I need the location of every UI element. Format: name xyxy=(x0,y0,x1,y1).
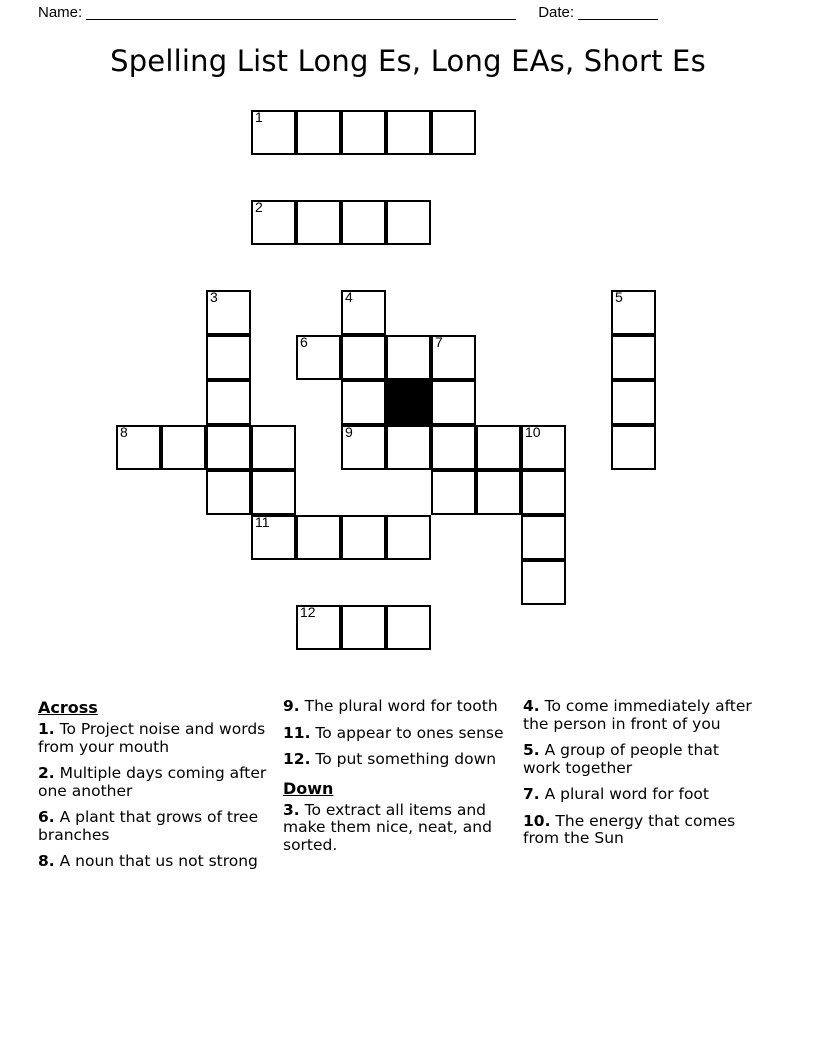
grid-cell[interactable] xyxy=(611,290,656,335)
grid-cell-number: 11 xyxy=(255,514,270,530)
clue-text: To Project noise and words from your mouth xyxy=(38,720,266,756)
grid-cell[interactable] xyxy=(386,515,431,560)
grid-cell-number: 6 xyxy=(300,334,308,350)
grid-cell-number: 2 xyxy=(255,199,263,215)
grid-cell[interactable] xyxy=(206,335,251,380)
clue-number: 11. xyxy=(283,723,311,742)
name-label: Name: xyxy=(38,4,83,21)
grid-cell[interactable] xyxy=(611,380,656,425)
grid-cell[interactable] xyxy=(251,200,296,245)
clue-number: 8. xyxy=(38,852,55,870)
clue-column-2 xyxy=(283,698,523,880)
grid-cell[interactable] xyxy=(341,335,386,380)
grid-cell[interactable] xyxy=(206,290,251,335)
grid-cell[interactable] xyxy=(296,515,341,560)
grid-cell[interactable] xyxy=(341,425,386,470)
grid-cell[interactable] xyxy=(341,515,386,560)
clue-column-3 xyxy=(523,698,768,880)
grid-cell[interactable] xyxy=(251,470,296,515)
clue-number: 3. xyxy=(283,800,300,819)
grid-cell[interactable] xyxy=(251,425,296,470)
clue-text: To put something down xyxy=(310,750,497,768)
grid-cell[interactable] xyxy=(386,200,431,245)
grid-cell[interactable] xyxy=(341,110,386,155)
grid-cell[interactable] xyxy=(341,380,386,425)
grid-cell[interactable] xyxy=(206,470,251,515)
grid-cell[interactable] xyxy=(431,425,476,470)
grid-cell-number: 10 xyxy=(525,424,541,440)
grid-cell[interactable] xyxy=(476,425,521,470)
grid-cell[interactable] xyxy=(161,425,206,470)
clue-text: To come immediately after the person in front of you xyxy=(523,697,752,733)
clue-number: 7. xyxy=(523,785,540,803)
grid-cell-number: 9 xyxy=(345,424,353,440)
grid-cell[interactable] xyxy=(431,335,476,380)
date-label: Date: xyxy=(538,4,575,21)
clue-item xyxy=(523,813,754,848)
grid-cell[interactable] xyxy=(251,515,296,560)
clue-text: The energy that comes from the Sun xyxy=(523,811,736,847)
clue-text: The plural word for tooth xyxy=(299,697,498,715)
clue-list-column-2-down xyxy=(283,802,509,855)
page-title: Spelling List Long Es, Long EAs, Short Es xyxy=(110,44,706,78)
clue-text: A noun that us not strong xyxy=(54,852,258,870)
clue-item xyxy=(38,721,269,756)
across-heading: Across xyxy=(38,698,98,717)
grid-cell[interactable] xyxy=(341,290,386,335)
grid-cell[interactable] xyxy=(521,515,566,560)
grid-cell[interactable] xyxy=(116,425,161,470)
grid-cell[interactable] xyxy=(611,335,656,380)
clue-list-column-1 xyxy=(38,721,269,871)
grid-cell[interactable] xyxy=(251,110,296,155)
clue-number: 5. xyxy=(523,741,540,759)
clue-number: 9. xyxy=(283,697,300,715)
grid-cell-number: 8 xyxy=(120,424,128,440)
clue-number: 6. xyxy=(38,808,55,826)
clue-item xyxy=(523,742,754,777)
clue-item xyxy=(38,853,269,871)
clue-number: 1. xyxy=(38,720,55,738)
clue-text: To extract all items and make them nice, neat, and sorted. xyxy=(283,800,492,854)
clue-item xyxy=(523,698,754,733)
grid-cell[interactable] xyxy=(431,470,476,515)
clue-item xyxy=(283,802,509,855)
grid-cell[interactable] xyxy=(431,110,476,155)
grid-cell[interactable] xyxy=(476,470,521,515)
grid-block-cell xyxy=(386,380,431,425)
clue-item xyxy=(38,765,269,800)
clues-section xyxy=(0,698,816,880)
clue-column-1 xyxy=(38,698,283,880)
grid-cell[interactable] xyxy=(386,605,431,650)
grid-cell-number: 12 xyxy=(300,604,316,620)
clue-item xyxy=(283,725,509,743)
down-heading: Down xyxy=(283,778,334,798)
grid-cell-number: 7 xyxy=(435,334,443,350)
grid-cell-number: 5 xyxy=(615,289,623,305)
grid-cell[interactable] xyxy=(386,335,431,380)
grid-cell[interactable] xyxy=(521,425,566,470)
clue-list-column-2 xyxy=(283,698,509,769)
grid-cell[interactable] xyxy=(296,335,341,380)
clue-text: A plural word for foot xyxy=(539,785,709,803)
grid-cell-number: 1 xyxy=(255,109,263,125)
clue-item xyxy=(523,786,754,804)
grid-cell[interactable] xyxy=(341,605,386,650)
grid-cell[interactable] xyxy=(521,470,566,515)
grid-cell[interactable] xyxy=(521,560,566,605)
grid-cell[interactable] xyxy=(296,110,341,155)
clue-number: 12. xyxy=(283,750,311,768)
grid-cell[interactable] xyxy=(296,605,341,650)
clue-text: Multiple days coming after one another xyxy=(38,764,267,800)
grid-cell-number: 3 xyxy=(210,289,218,305)
clue-text: A group of people that work together xyxy=(523,741,719,777)
clue-item xyxy=(283,698,509,716)
clue-item xyxy=(38,809,269,844)
grid-cell-number: 4 xyxy=(345,289,353,305)
clue-number: 2. xyxy=(38,764,55,782)
clue-list-column-3 xyxy=(523,698,754,848)
grid-cell[interactable] xyxy=(386,110,431,155)
grid-cell[interactable] xyxy=(431,380,476,425)
clue-item xyxy=(283,751,509,769)
grid-cell[interactable] xyxy=(206,425,251,470)
clue-number: 4. xyxy=(523,697,540,715)
grid-cell[interactable] xyxy=(206,380,251,425)
clue-number: 10. xyxy=(523,811,551,830)
clue-text: To appear to ones sense xyxy=(310,723,504,742)
grid-cell[interactable] xyxy=(296,200,341,245)
grid-cell[interactable] xyxy=(341,200,386,245)
clue-text: A plant that grows of tree branches xyxy=(38,808,259,844)
grid-cell[interactable] xyxy=(386,425,431,470)
grid-cell[interactable] xyxy=(611,425,656,470)
